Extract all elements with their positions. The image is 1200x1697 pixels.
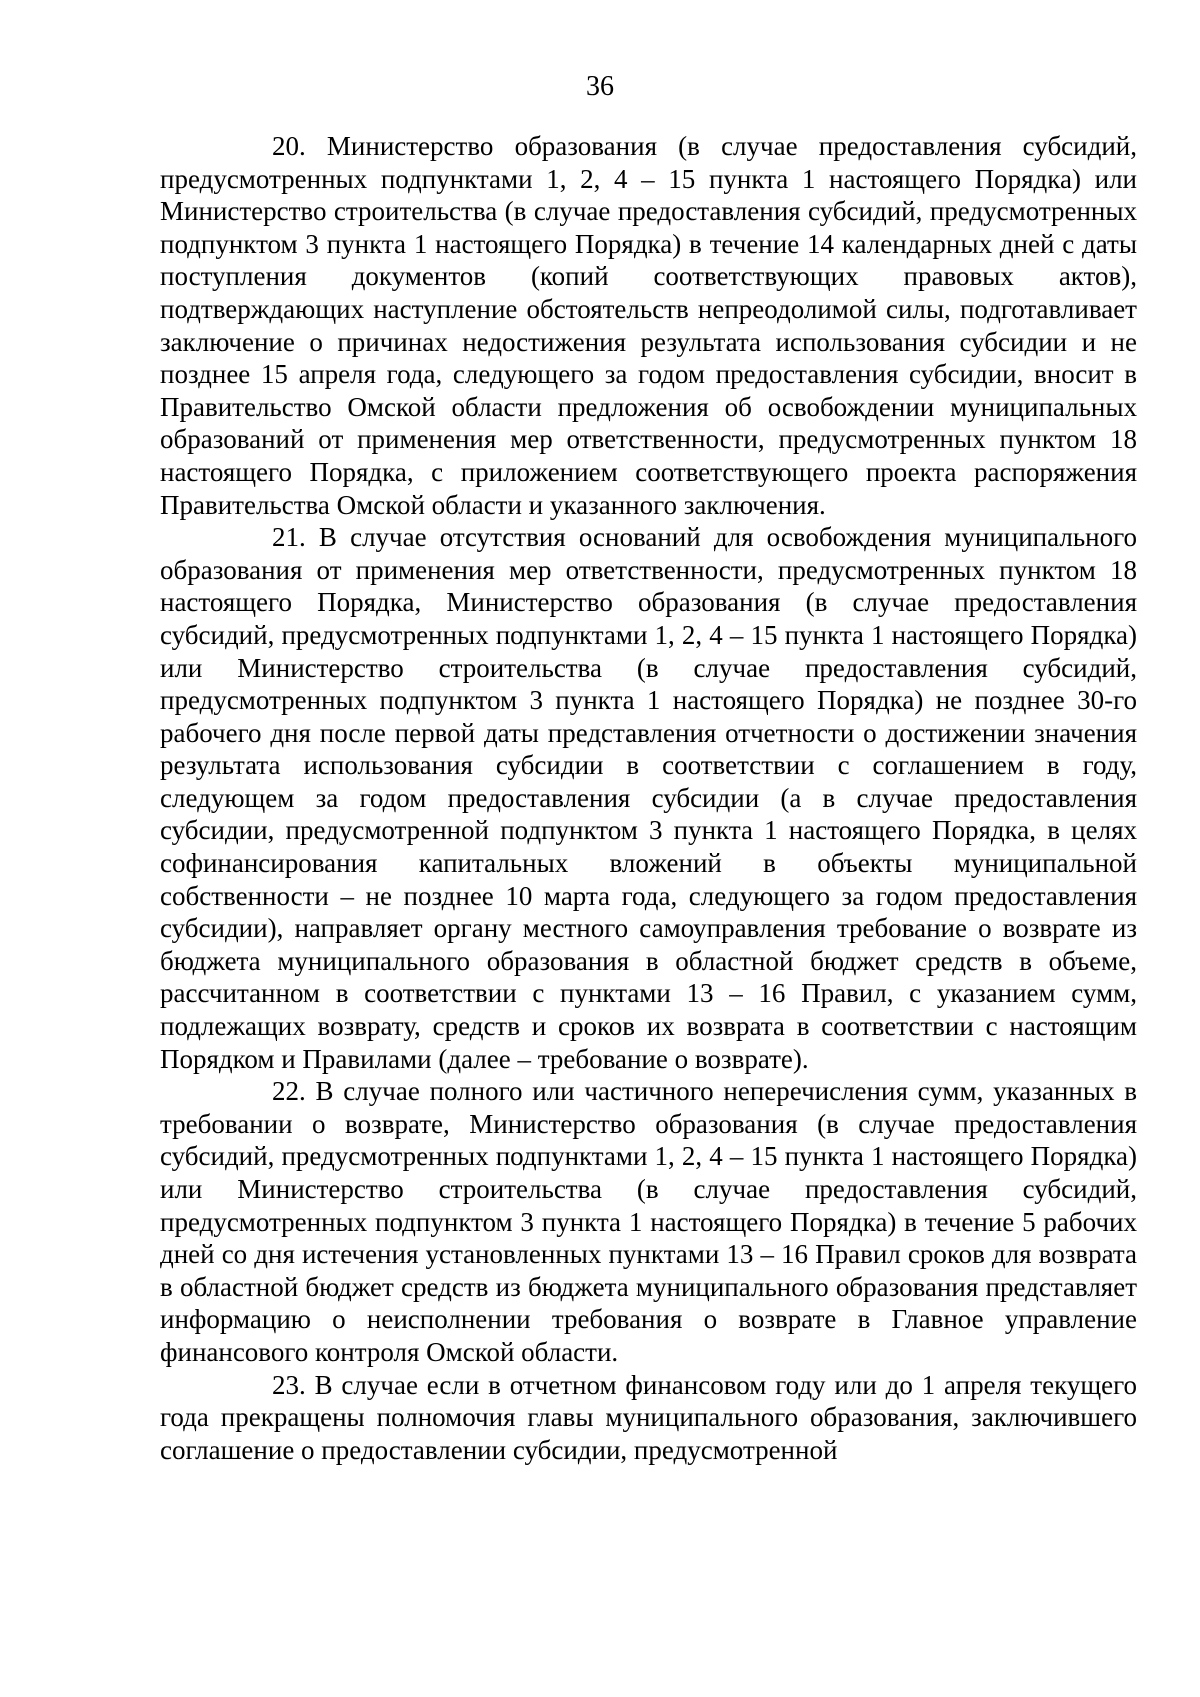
paragraph-21: 21. В случае отсутствия оснований для освобождения муниципального образования от применения мер ответственности, предусмотренных пунктом 18 настоящего Порядка, Министерство образования (в случае предоставления субсидий, предусмотренных подпунктами 1, 2, 4 – 15 пункта 1 настоящего Порядка) или Министерство строительства (в случае предоставления субсидий, предусмотренных подпунктом 3 пункта 1 настоящего Порядка) не позднее 30-го рабочего дня после первой даты представления отчетности о достижении значения результата использования субсидии в соответствии с соглашением в году, следующем за годом предоставления субсидии (а в случае предоставления субсидии, предусмотренной подпунктом 3 пункта 1 настоящего Порядка, в целях софинансирования капитальных вложений в объекты муниципальной собственности – не позднее 10 марта года, следующего за годом предоставления субсидии), направляет органу местного самоуправления требование о возврате из бюджета муниципального образования в областной бюджет средств в объеме, рассчитанном в соответствии с пунктами 13 – 16 Правил, с указанием сумм, подлежащих возврату, средств и сроков их возврата в соответствии с настоящим Порядком и Правилами (далее – требование о возврате). — [160, 522, 1137, 1074]
page-number: 36 — [586, 71, 614, 102]
document-body — [160, 130, 1137, 1466]
paragraph-23: 23. В случае если в отчетном финансовом году или до 1 апреля текущего года прекращены полномочия главы муниципального образования, заключившего соглашение о предоставлении субсидии, предусмотренной — [160, 1369, 1137, 1465]
paragraph-20: 20. Министерство образования (в случае предоставления субсидий, предусмотренных подпунктами 1, 2, 4 – 15 пункта 1 настоящего Порядка) или Министерство строительства (в случае предоставления субсидий, предусмотренных подпунктом 3 пункта 1 настоящего Порядка) в течение 14 календарных дней с даты поступления документов (копий соответствующих правовых актов), подтверждающих наступление обстоятельств непреодолимой силы, подготавливает заключение о причинах недостижения результата использования субсидии и не позднее 15 апреля года, следующего за годом предоставления субсидии, вносит в Правительство Омской области предложения об освобождении муниципальных образований от применения мер ответственности, предусмотренных пунктом 18 настоящего Порядка, с приложением соответствующего проекта распоряжения Правительства Омской области и указанного заключения. — [160, 131, 1137, 520]
paragraph-22: 22. В случае полного или частичного неперечисления сумм, указанных в требовании о возврате, Министерство образования (в случае предоставления субсидий, предусмотренных подпунктами 1, 2, 4 – 15 пункта 1 настоящего Порядка) или Министерство строительства (в случае предоставления субсидий, предусмотренных подпунктом 3 пункта 1 настоящего Порядка) в течение 5 рабочих дней со дня истечения установленных пунктами 13 – 16 Правил сроков для возврата в областной бюджет средств из бюджета муниципального образования представляет информацию о неисполнении требования о возврате в Главное управление финансового контроля Омской области. — [160, 1076, 1137, 1367]
